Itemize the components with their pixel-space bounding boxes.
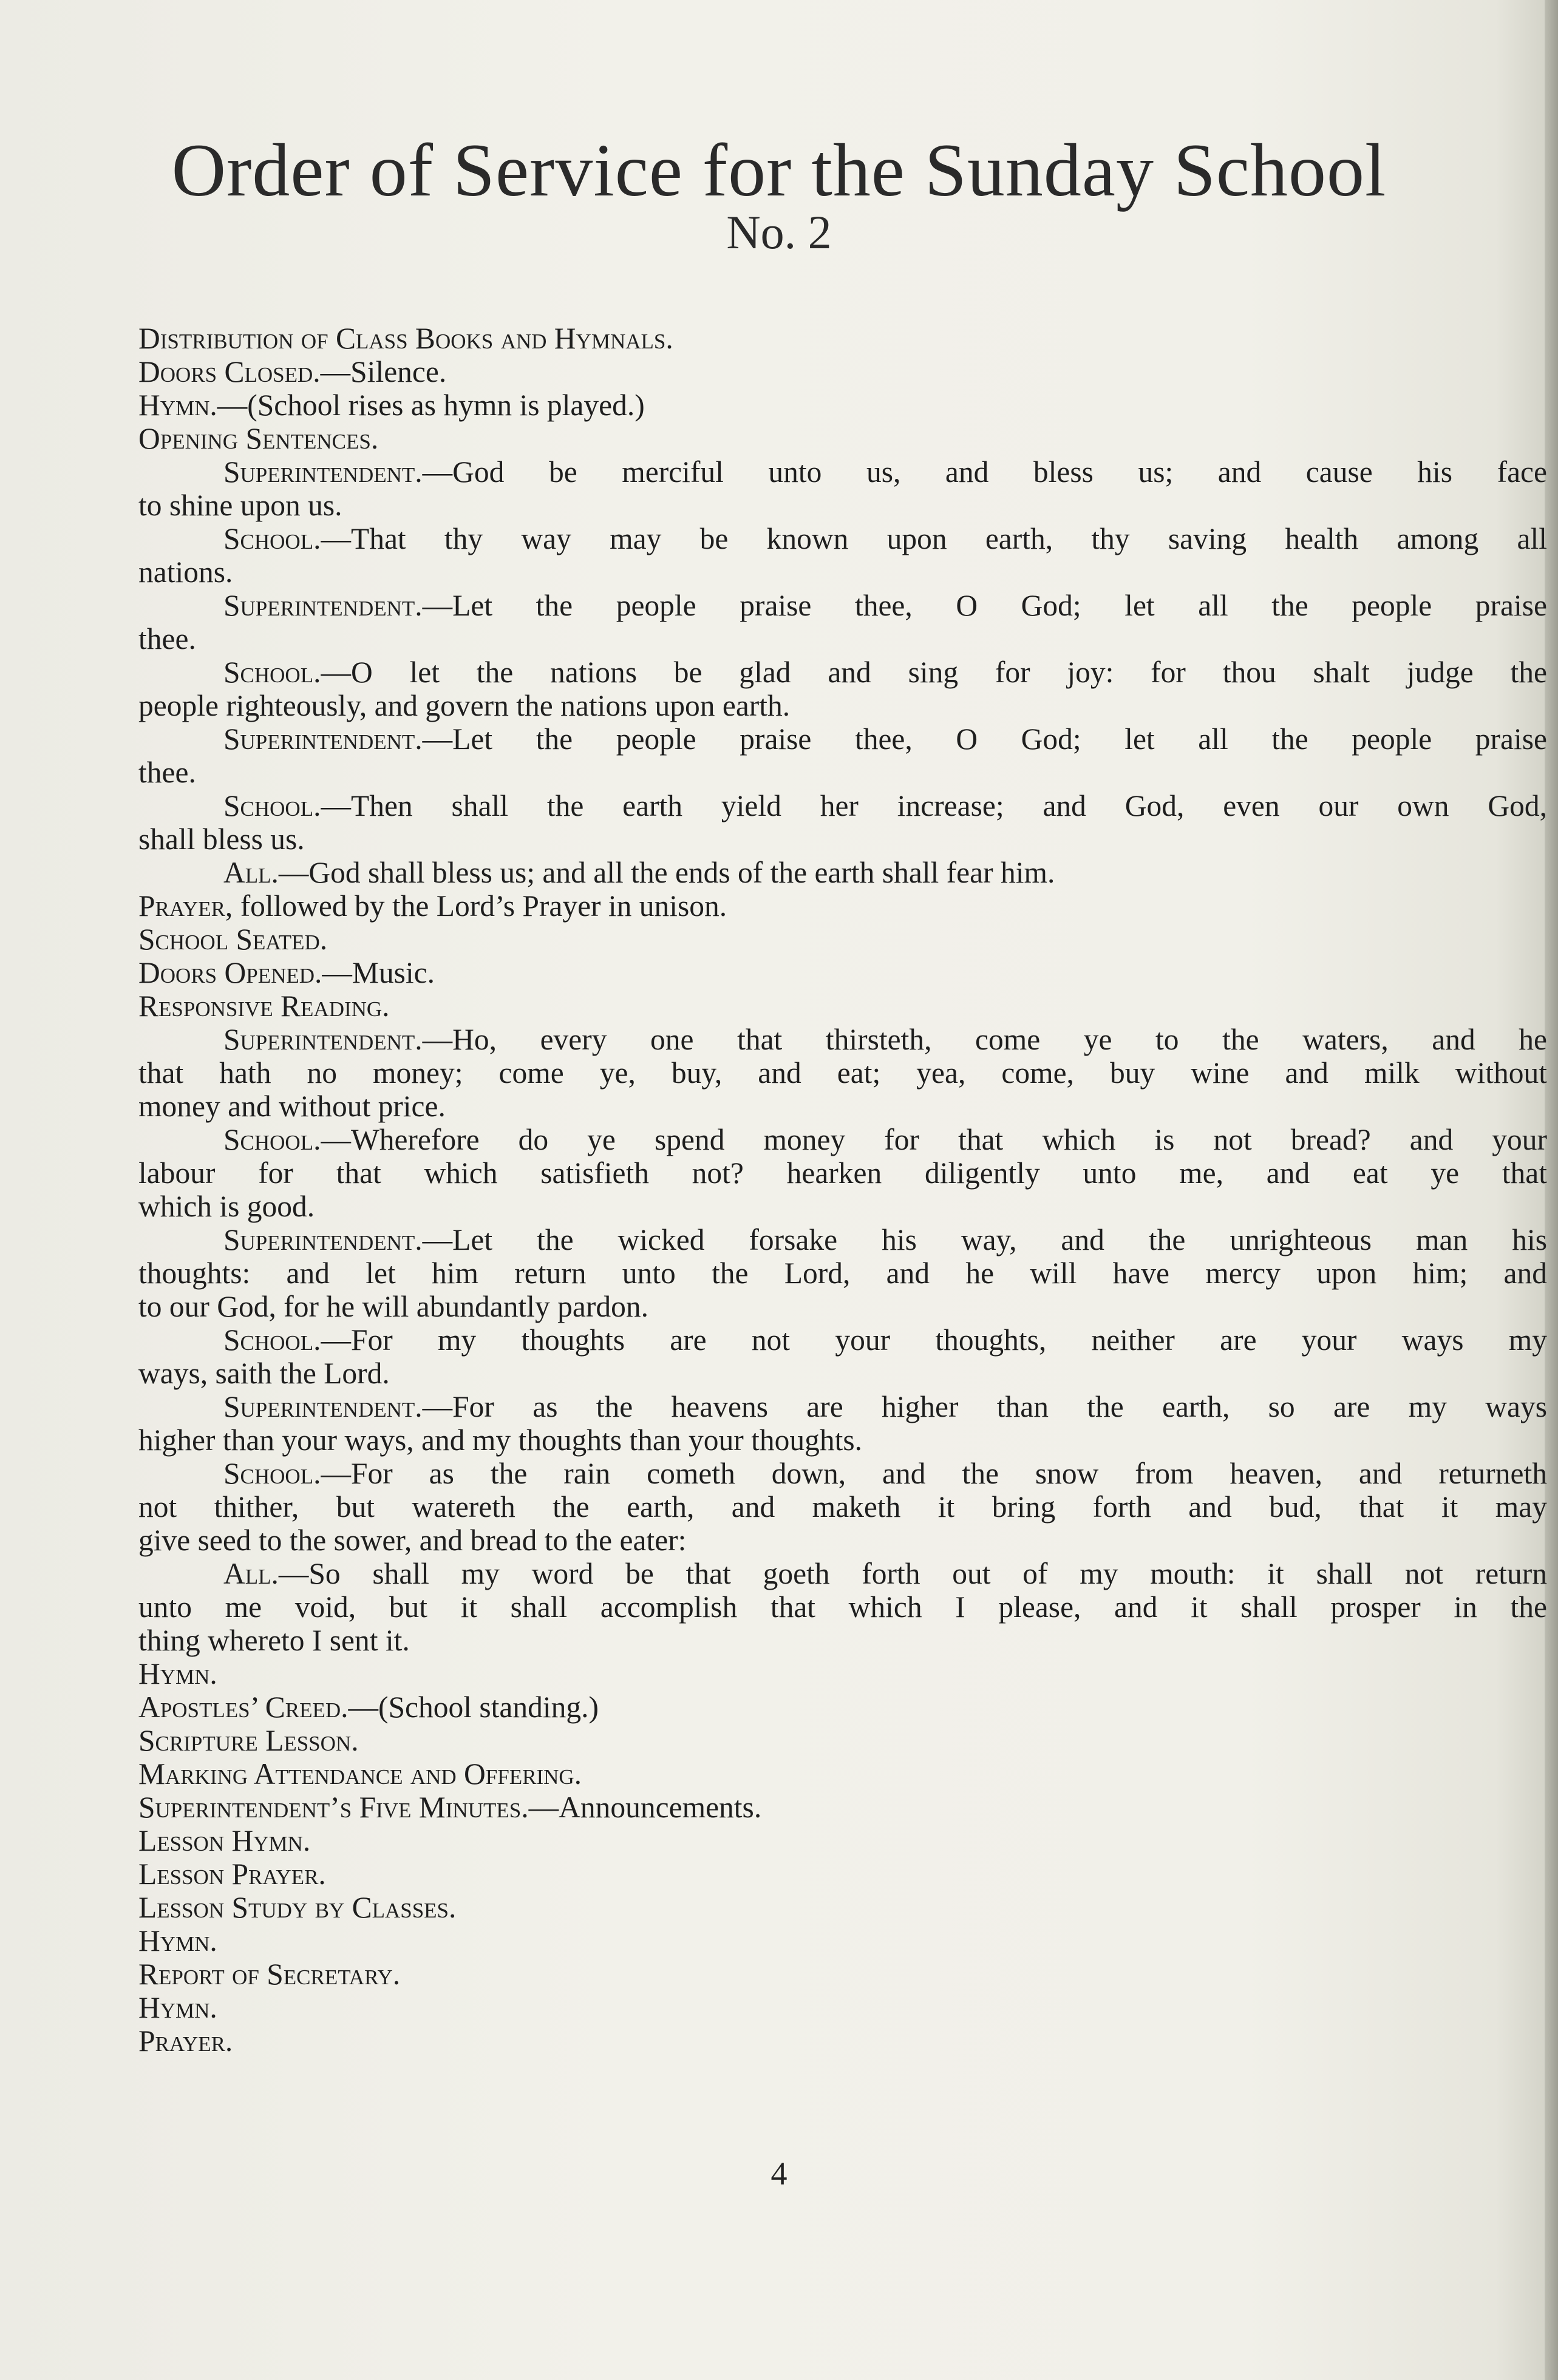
text-line bbox=[138, 1223, 1547, 1256]
line-heading: Distribution of Class Books and Hymnals. bbox=[138, 322, 673, 355]
line-text: —Silence. bbox=[320, 355, 447, 388]
line-heading: Lesson Hymn. bbox=[138, 1824, 311, 1857]
line-text: —O let the nations be glad and sing for joy: for thou shalt judge the bbox=[321, 656, 1547, 689]
line-heading: Superintendent. bbox=[223, 1023, 423, 1056]
text-line bbox=[138, 1423, 1547, 1457]
line-text: —So shall my word be that goeth forth out of my mouth: it shall not return bbox=[278, 1557, 1547, 1590]
text-line bbox=[138, 1156, 1547, 1190]
line-text: —Music. bbox=[322, 956, 435, 989]
text-line bbox=[138, 489, 1547, 522]
text-line bbox=[138, 923, 1547, 956]
text-line bbox=[138, 589, 1547, 622]
text-line bbox=[138, 889, 1547, 923]
line-heading: School. bbox=[223, 522, 321, 555]
text-line bbox=[138, 1624, 1547, 1657]
page-number: 4 bbox=[770, 2155, 788, 2192]
text-line bbox=[138, 1791, 1547, 1824]
line-text: thing whereto I sent it. bbox=[138, 1624, 410, 1657]
text-line bbox=[138, 1056, 1547, 1090]
text-line bbox=[138, 656, 1547, 689]
service-order bbox=[138, 322, 1547, 2058]
line-heading: Superintendent. bbox=[223, 1223, 423, 1256]
line-heading: Superintendent’s Five Minutes. bbox=[138, 1791, 529, 1824]
text-line bbox=[138, 789, 1547, 822]
line-heading: Superintendent. bbox=[223, 455, 423, 489]
text-line bbox=[138, 555, 1547, 589]
line-text: shall bless us. bbox=[138, 822, 305, 856]
text-line bbox=[138, 1123, 1547, 1156]
line-heading: Opening Sentences. bbox=[138, 422, 379, 455]
line-text: —God be merciful unto us, and bless us; and cause his face bbox=[422, 455, 1547, 489]
text-line bbox=[138, 1924, 1547, 1958]
line-text: —(School standing.) bbox=[348, 1690, 599, 1724]
line-heading: School. bbox=[223, 1323, 321, 1357]
line-text: unto me void, but it shall accomplish that which I please, and it shall prosper in the bbox=[138, 1590, 1547, 1624]
line-heading: Superintendent. bbox=[223, 1390, 423, 1423]
text-line bbox=[138, 355, 1547, 388]
text-line bbox=[138, 1256, 1547, 1290]
text-line bbox=[138, 1757, 1547, 1791]
line-text: to our God, for he will abundantly pardon. bbox=[138, 1290, 648, 1323]
line-text: —For as the heavens are higher than the earth, so are my ways bbox=[422, 1390, 1547, 1423]
text-line bbox=[138, 1557, 1547, 1590]
text-line bbox=[138, 822, 1547, 856]
line-text: people righteously, and govern the nations upon earth. bbox=[138, 689, 791, 722]
line-heading: School. bbox=[223, 1457, 321, 1490]
line-heading: School. bbox=[223, 656, 321, 689]
line-text: thoughts: and let him return unto the Lord, and he will have mercy upon him; and bbox=[138, 1256, 1547, 1290]
line-heading: Marking Attendance and Offering. bbox=[138, 1757, 582, 1791]
text-line bbox=[138, 989, 1547, 1023]
line-text: —For my thoughts are not your thoughts, neither are your ways my bbox=[321, 1323, 1547, 1357]
text-line bbox=[138, 1190, 1547, 1223]
text-line bbox=[138, 1457, 1547, 1490]
line-heading: School Seated. bbox=[138, 923, 328, 956]
text-line bbox=[138, 956, 1547, 989]
line-text: —Then shall the earth yield her increase; and God, even our own God, bbox=[321, 789, 1547, 822]
line-text: thee. bbox=[138, 756, 196, 789]
text-line bbox=[138, 722, 1547, 756]
line-heading: Prayer. bbox=[138, 2024, 233, 2058]
line-heading: Lesson Study by Classes. bbox=[138, 1891, 457, 1924]
text-line bbox=[138, 2024, 1547, 2058]
text-line bbox=[138, 522, 1547, 555]
line-text: nations. bbox=[138, 555, 233, 589]
text-line bbox=[138, 1657, 1547, 1690]
page-title: Order of Service for the Sunday School bbox=[171, 129, 1387, 212]
line-heading: Responsive Reading. bbox=[138, 989, 390, 1023]
text-line bbox=[138, 856, 1547, 889]
line-heading: Hymn. bbox=[138, 1991, 217, 2024]
line-text: followed by the Lord’s Prayer in unison. bbox=[233, 889, 727, 923]
line-text: —(School rises as hymn is played.) bbox=[217, 388, 645, 422]
text-line bbox=[138, 422, 1547, 455]
line-heading: School. bbox=[223, 1123, 321, 1156]
line-text: to shine upon us. bbox=[138, 489, 342, 522]
line-text: give seed to the sower, and bread to the eater: bbox=[138, 1524, 687, 1557]
line-text: money and without price. bbox=[138, 1090, 446, 1123]
line-text: —God shall bless us; and all the ends of the earth shall fear him. bbox=[278, 856, 1055, 889]
text-line bbox=[138, 1690, 1547, 1724]
text-line bbox=[138, 622, 1547, 656]
line-text: —Ho, every one that thirsteth, come ye to the waters, and he bbox=[422, 1023, 1547, 1056]
text-line bbox=[138, 455, 1547, 489]
line-text: higher than your ways, and my thoughts than your thoughts. bbox=[138, 1423, 862, 1457]
text-line bbox=[138, 1824, 1547, 1857]
line-heading: Superintendent. bbox=[223, 722, 423, 756]
line-heading: Hymn. bbox=[138, 1657, 217, 1690]
text-line bbox=[138, 1590, 1547, 1624]
line-heading: School. bbox=[223, 789, 321, 822]
text-line bbox=[138, 689, 1547, 722]
line-heading: Lesson Prayer. bbox=[138, 1857, 326, 1891]
line-text: ways, saith the Lord. bbox=[138, 1357, 390, 1390]
text-line bbox=[138, 1958, 1547, 1991]
text-line bbox=[138, 1390, 1547, 1423]
text-line bbox=[138, 1323, 1547, 1357]
line-text: thee. bbox=[138, 622, 196, 656]
text-line bbox=[138, 1524, 1547, 1557]
line-heading: Doors Closed. bbox=[138, 355, 321, 388]
line-heading: Report of Secretary. bbox=[138, 1958, 401, 1991]
line-text: that hath no money; come ye, buy, and eat; yea, come, buy wine and milk without bbox=[138, 1056, 1547, 1090]
line-text: —Announcements. bbox=[528, 1791, 762, 1824]
line-text: —Let the people praise thee, O God; let all the people praise bbox=[422, 589, 1547, 622]
text-line bbox=[138, 1357, 1547, 1390]
line-heading: Prayer, bbox=[138, 889, 233, 923]
line-heading: Apostles’ Creed. bbox=[138, 1690, 349, 1724]
text-line bbox=[138, 1023, 1547, 1056]
text-line bbox=[138, 1857, 1547, 1891]
text-line bbox=[138, 756, 1547, 789]
text-line bbox=[138, 1724, 1547, 1757]
line-heading: Superintendent. bbox=[223, 589, 423, 622]
text-line bbox=[138, 1490, 1547, 1524]
text-line bbox=[138, 322, 1547, 355]
line-text: which is good. bbox=[138, 1190, 315, 1223]
line-heading: Hymn. bbox=[138, 388, 217, 422]
text-line bbox=[138, 1991, 1547, 2024]
text-line bbox=[138, 1290, 1547, 1323]
line-text: labour for that which satisfieth not? hearken diligently unto me, and eat ye that bbox=[138, 1156, 1547, 1190]
line-text: —Wherefore do ye spend money for that which is not bread? and your bbox=[321, 1123, 1547, 1156]
text-line bbox=[138, 1090, 1547, 1123]
line-text: —That thy way may be known upon earth, thy saving health among all bbox=[321, 522, 1547, 555]
text-line bbox=[138, 388, 1547, 422]
line-heading: Hymn. bbox=[138, 1924, 217, 1958]
line-text: —Let the wicked forsake his way, and the unrighteous man his bbox=[422, 1223, 1547, 1256]
line-heading: All. bbox=[223, 856, 279, 889]
text-line bbox=[138, 1891, 1547, 1924]
line-heading: Scripture Lesson. bbox=[138, 1724, 359, 1757]
line-text: —For as the rain cometh down, and the snow from heaven, and returneth bbox=[321, 1457, 1547, 1490]
line-heading: All. bbox=[223, 1557, 279, 1590]
line-heading: Doors Opened. bbox=[138, 956, 322, 989]
line-text: —Let the people praise thee, O God; let all the people praise bbox=[422, 722, 1547, 756]
line-text: not thither, but watereth the earth, and maketh it bring forth and bud, that it may bbox=[138, 1490, 1547, 1524]
page-subtitle: No. 2 bbox=[726, 206, 832, 259]
